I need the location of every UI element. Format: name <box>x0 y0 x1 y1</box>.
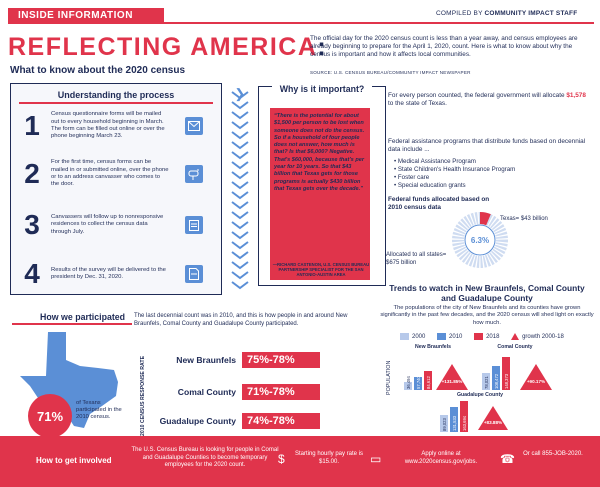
laptop-icon: ▭ <box>370 452 382 466</box>
process-step <box>17 258 203 290</box>
step-text: Canvassers will follow up to nonresponsive residences to collect the census data through July. <box>51 213 164 235</box>
funds-title: Federal funds allocated based on 2010 census data <box>388 196 490 211</box>
clipboard-icon <box>185 216 203 234</box>
quote-attribution: —RICHARD CASTENON, U.S. CENSUS BUREAU PARTNERSHIP SPECIALIST FOR THE SAN ANTONIO-AUSTIN AREA <box>272 262 370 277</box>
step-text: For the first time, census forms can be mailed in or submitted online, over the phone or to an address canvasser who comes to the door. <box>51 159 169 188</box>
money-icon: $ <box>278 452 285 466</box>
programs-intro: Federal assistance programs that distribute funds based on decennial data include ... <box>388 138 586 154</box>
trends-text: The populations of the city of New Braunfels and its counties have grown significantly in the past few decades, and the 2020 census will shed light on exactly how much. <box>380 305 594 326</box>
list-item: • State Children's Health Insurance Program <box>394 166 515 174</box>
population-value: 89,023 <box>442 418 447 431</box>
page-title <box>8 33 327 62</box>
participation-text: The last decennial count was in 2010, and this is how people in and around New Braunfels, Comal County and Guadalupe County participated. <box>134 313 348 327</box>
process-title: Understanding the process <box>57 90 175 100</box>
trends-title: Trends to watch in New Braunfels, Comal County and Guadalupe County <box>389 283 585 303</box>
response-value: 75%-78% <box>242 352 320 368</box>
texas-funds-label: Texas= $43 billion <box>500 216 548 222</box>
population-bar <box>502 357 510 390</box>
population-bar <box>460 401 468 432</box>
trends-legend <box>380 333 594 343</box>
response-row <box>148 384 320 400</box>
step-number: 4 <box>24 258 40 289</box>
response-rate-label: 2010 CENSUS RESPONSE RATE <box>140 355 146 436</box>
mail-icon <box>185 117 203 135</box>
response-value: 74%-78% <box>242 413 320 429</box>
process-step <box>17 209 203 241</box>
population-value: 148,373 <box>504 373 509 389</box>
list-item: • Foster care <box>394 174 515 182</box>
population-bar <box>450 407 458 432</box>
population-bar <box>414 377 422 390</box>
response-place: New Braunfels <box>176 354 236 365</box>
federal-allocation-text <box>388 92 588 108</box>
city-name: Guadalupe County <box>456 392 504 398</box>
participation-title: How we participated <box>40 312 126 322</box>
city-bars <box>482 352 516 390</box>
process-step <box>17 158 203 190</box>
title-colon: : <box>317 33 328 61</box>
growth-value: +83.88% <box>483 420 503 425</box>
population-value: 78,021 <box>484 376 489 389</box>
legend-item <box>511 333 564 340</box>
population-value: 84,612 <box>426 376 431 389</box>
legend-label: growth 2000-18 <box>522 333 564 340</box>
population-bar <box>482 373 490 390</box>
quote-text: “There is the potential for about $1,500 per person to be lost when someone does not do the census. So if a household of four people does not answer, how much is that? Is that $6,000? Negative. That's $60,000, because that's per year for 10 years. So that $43 billion that Texas gets for those programs is actually $430 billion that Texas gets over the decade.” <box>274 113 365 192</box>
legend-item <box>437 333 462 340</box>
chevron-stack <box>229 88 251 298</box>
step-text: Results of the survey will be delivered to the president by Dec. 31, 2020. <box>51 266 166 280</box>
response-place: Guadalupe County <box>159 415 236 426</box>
why-title: Why is it important? <box>272 84 372 94</box>
credit-prefix: COMPILED BY <box>436 10 483 17</box>
city-name: New Braunfels <box>414 344 452 350</box>
population-bar <box>492 366 500 390</box>
donut-pct: 6.3% <box>470 236 490 245</box>
city-name: Comal County <box>497 344 533 350</box>
population-value: 131,533 <box>452 415 457 431</box>
step-number: 2 <box>24 158 40 189</box>
legend-label: 2018 <box>486 333 500 340</box>
title-text: REFLECTING AMERICA <box>8 33 318 61</box>
response-row <box>148 413 320 429</box>
credit-name: COMMUNITY IMPACT STAFF <box>484 10 578 17</box>
response-place: Comal County <box>177 386 236 397</box>
legend-label: 2000 <box>412 333 426 340</box>
growth-value: +90.17% <box>526 379 546 384</box>
population-bar <box>404 376 412 390</box>
allocation-post: to the state of Texas. <box>388 100 447 108</box>
step-number: 1 <box>24 110 40 141</box>
population-value: 108,472 <box>494 373 499 389</box>
footer-looking-text: The U.S. Census Bureau is looking for people in Comal and Guadalupe Counties to become temporary employees for the 2020 count. <box>131 447 279 469</box>
footer-title: How to get involved <box>36 456 112 465</box>
phone-icon: ☎ <box>500 452 515 466</box>
participation-rule <box>12 323 132 325</box>
legend-item <box>400 333 425 340</box>
participation-pct-text: of Texans participated in the 2010 census. <box>76 400 122 421</box>
document-icon <box>185 265 203 283</box>
process-step <box>17 110 203 142</box>
allocation-pre: For every person counted, the federal government will allocate <box>388 92 567 99</box>
allstates-funds-label: Allocated to all states= $675 billion <box>386 252 447 266</box>
population-value: 163,694 <box>462 415 467 431</box>
header-rule <box>164 22 594 24</box>
credit-line <box>436 10 577 17</box>
population-bar <box>440 415 448 432</box>
participation-pct-badge: 71% <box>28 394 72 438</box>
legend-label: 2010 <box>449 333 463 340</box>
growth-value: +131.85% <box>441 379 463 384</box>
page-subtitle: What to know about the 2020 census <box>10 65 186 76</box>
growth-triangle <box>520 364 552 390</box>
allocation-amount: $1,578 <box>566 92 586 99</box>
process-panel <box>10 83 222 295</box>
population-value: 57,740 <box>416 376 421 389</box>
section-tag: INSIDE INFORMATION <box>8 8 164 24</box>
source-note: SOURCE: U.S. CENSUS BUREAU/COMMUNITY IMPACT NEWSPAPER <box>310 70 471 75</box>
step-text: Census questionnaire forms will be mailed out to every household beginning in March. The form can be filled out online or over the phone beginning March 23. <box>51 111 165 140</box>
footer-pay-text: Starting hourly pay rate is $15.00. <box>294 451 364 465</box>
intro-text: The official day for the 2020 census count is less than a year away, and census employees are already beginning to prepare for the April 1, 2020, count. Here is what to know about why the census is important and how it affects local communities. <box>310 35 578 59</box>
chevron-down-icon: ❯ <box>234 86 246 101</box>
footer-call-text: Or call 855-JOB-2020. <box>523 451 583 457</box>
response-row <box>148 352 320 368</box>
legend-item <box>474 333 499 340</box>
response-value: 71%-78% <box>242 384 320 400</box>
city-bars <box>404 352 438 390</box>
mailbox-icon <box>185 165 203 183</box>
list-item: • Special education grants <box>394 182 515 190</box>
population-value: 36,494 <box>406 376 411 389</box>
list-item: • Medical Assistance Program <box>394 158 515 166</box>
growth-triangle <box>478 406 508 430</box>
growth-triangle <box>436 364 468 390</box>
city-bars <box>440 400 474 432</box>
population-bar <box>424 371 432 390</box>
step-number: 3 <box>24 209 40 240</box>
population-axis-label: POPULATION <box>386 360 392 395</box>
footer-apply-text: Apply online at www.2020census.gov/jobs. <box>404 451 478 465</box>
programs-list <box>394 158 515 190</box>
